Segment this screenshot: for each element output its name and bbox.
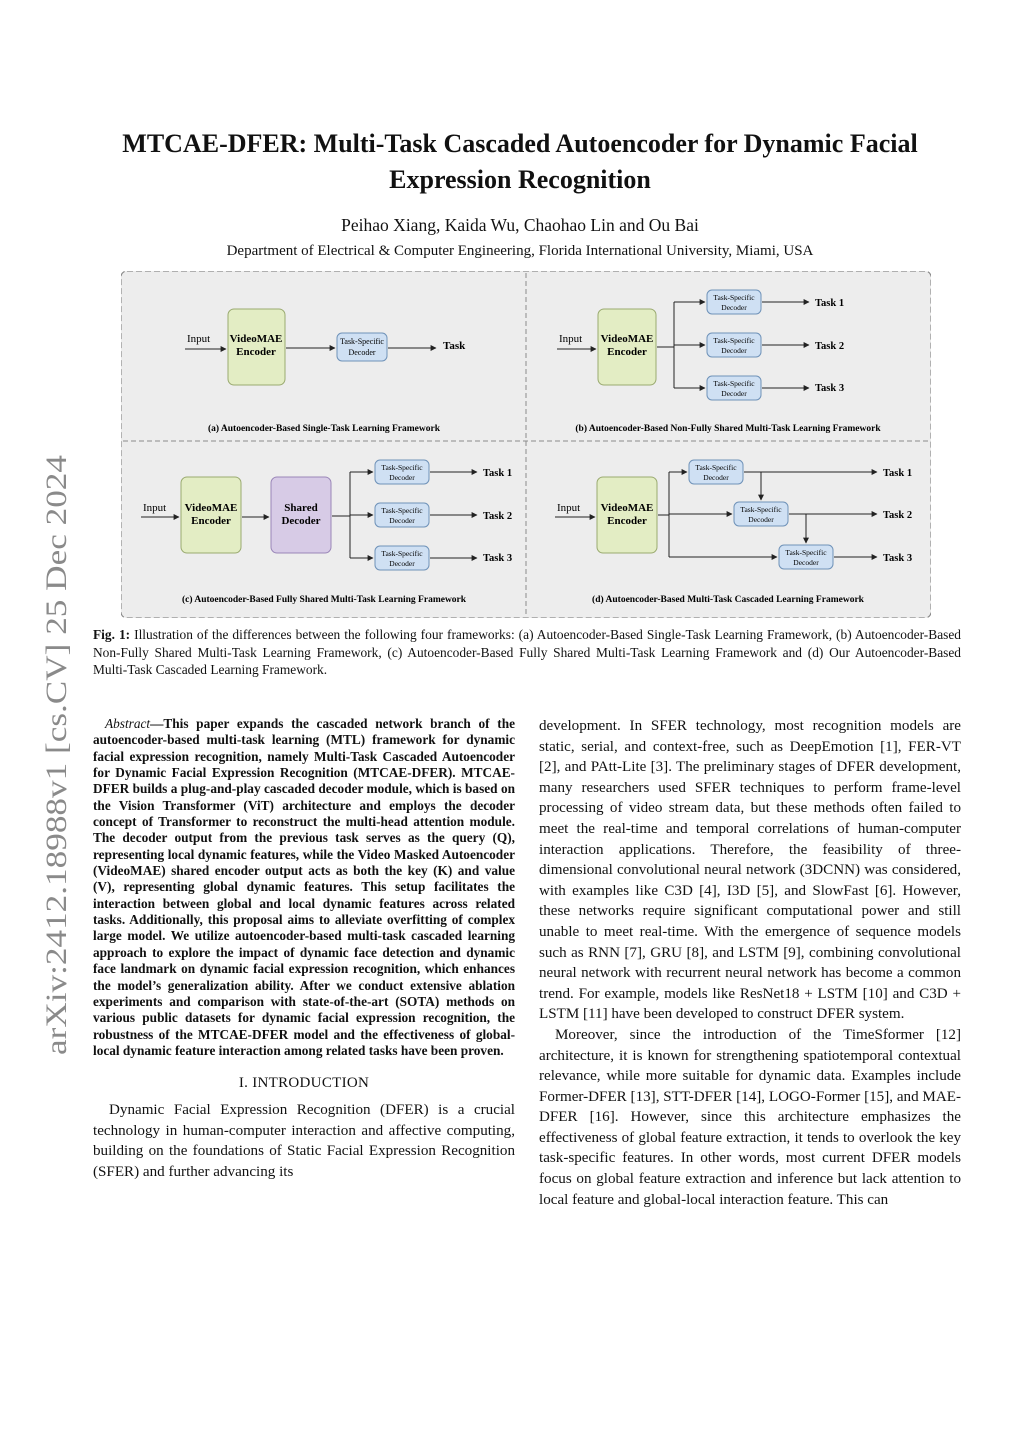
svg-text:Encoder: Encoder — [191, 515, 231, 527]
caption-text: Illustration of the differences between the following four frameworks: (a) Autoencoder-Based Single-Task Learning Framework, (b) Autoencoder-Based Non-Fully Shared Multi-Task Learning Framework, (c) Autoencoder-Based Fully Shared Multi-Task Learning Framework and (d) Our Autoencoder-Based Multi-Task Cascaded Learning Framework. — [93, 627, 961, 677]
svg-text:Decoder: Decoder — [348, 348, 376, 357]
svg-text:Task-Specific: Task-Specific — [713, 336, 755, 345]
svg-text:Decoder: Decoder — [389, 516, 415, 525]
svg-text:Decoder: Decoder — [721, 389, 747, 398]
paper-authors: Peihao Xiang, Kaida Wu, Chaohao Lin and Ou Bai — [341, 215, 699, 235]
task-label: Task — [443, 340, 466, 352]
svg-text:Decoder: Decoder — [389, 473, 415, 482]
arxiv-identifier-stamp — [28, 450, 78, 1060]
svg-text:Encoder: Encoder — [607, 515, 647, 527]
svg-text:Input: Input — [559, 333, 583, 345]
figure-1-frameworks — [121, 271, 931, 618]
svg-text:Task-Specific: Task-Specific — [695, 463, 737, 472]
panel-c-caption: (c) Autoencoder-Based Fully Shared Multi-Task Learning Framework — [181, 595, 467, 605]
svg-text:Shared: Shared — [284, 502, 318, 514]
svg-text:Task 1: Task 1 — [815, 298, 845, 309]
svg-text:VideoMAE: VideoMAE — [600, 333, 654, 345]
svg-text:Task 1: Task 1 — [483, 468, 513, 479]
left-column — [93, 716, 515, 1183]
svg-text:VideoMAE: VideoMAE — [600, 502, 654, 514]
svg-text:Decoder: Decoder — [281, 515, 321, 527]
abstract-dash: — — [150, 716, 164, 731]
right-column — [539, 716, 961, 1210]
caption-label: Fig. 1: — [93, 627, 131, 642]
svg-text:VideoMAE: VideoMAE — [184, 502, 238, 514]
svg-text:Decoder: Decoder — [748, 515, 774, 524]
section-heading-introduction: I. INTRODUCTION — [238, 1075, 370, 1092]
svg-text:Task-Specific: Task-Specific — [381, 506, 423, 515]
paper-title: MTCAE-DFER: Multi-Task Cascaded Autoencoder for Dynamic Facial Expression Recognition — [122, 129, 918, 194]
svg-text:Task 3: Task 3 — [883, 553, 913, 564]
svg-text:Task 1: Task 1 — [883, 468, 913, 479]
input-label: Input — [187, 333, 211, 345]
abstract — [93, 716, 515, 1059]
abstract-text: This paper expands the cascaded network branch of the autoencoder-based multi-task learning (MTL) framework for dynamic facial expression recognition, namely Multi-Task Cascaded Autoencoder for Dynamic Facial Expression Recognition (MTCAE-DFER). MTCAE-DFER builds a plug-and-play cascaded decoder module, which is based on the Vision Transformer (ViT) architecture and employs the decoder concept of Transformer to reconstruct the multi-head attention module. The decoder output from the previous task serves as the query (Q), representing local dynamic features, while the Video Masked Autoencoder (VideoMAE) shared encoder output acts as both the key (K) and value (V), representing global dynamic features. This setup facilitates the interaction between global and local dynamic features across related tasks. Additionally, this proposal aims to alleviate overfitting of complex large model. We utilize autoencoder-based multi-task cascaded learning approach to explore the impact of dynamic face detection and dynamic face landmark on dynamic facial expression recognition, which enhances the model’s generalization ability. After we conduct extensive ablation experiments and comparison with state-of-the-art (SOTA) methods on various public datasets for dynamic facial expression recognition, the robustness of the MTCAE-DFER model and the effectiveness of global-local dynamic feature interaction among related tasks have been proven. — [93, 716, 515, 1058]
svg-text:Decoder: Decoder — [793, 558, 819, 567]
svg-text:Task-Specific: Task-Specific — [340, 337, 384, 346]
svg-text:Encoder: Encoder — [236, 346, 276, 358]
svg-text:Task-Specific: Task-Specific — [740, 505, 782, 514]
svg-text:Task 2: Task 2 — [883, 510, 913, 521]
svg-text:Decoder: Decoder — [389, 559, 415, 568]
svg-text:Task-Specific: Task-Specific — [713, 379, 755, 388]
figure-1-caption — [93, 626, 961, 679]
intro-paragraph-2: Moreover, since the introduction of the TimeSformer [12] architecture, it is known for strengthening spatiotemporal contextual relevance, while more suitable for dynamic data. Examples include Former-DFER [13], STT-DFER [14], LOGO-Former [15], and MAE-DFER [16]. However, since this architecture emphasizes the effectiveness of global feature extraction, it tends to overlook the key task-specific features. In other words, most current DFER models focus on global feature extraction and inference but lack attention to local feature and global-local interaction feature. This can — [539, 1026, 961, 1208]
svg-text:Decoder: Decoder — [703, 473, 729, 482]
svg-text:Task 3: Task 3 — [815, 383, 845, 394]
svg-text:Task 3: Task 3 — [483, 553, 513, 564]
svg-text:Task 2: Task 2 — [815, 341, 845, 352]
intro-paragraph-1: Dynamic Facial Expression Recognition (DFER) is a crucial technology in human-computer interaction and affective computing, building on the foundations of Static Facial Expression Recognition (SFER) and further advancing its — [93, 1102, 515, 1180]
svg-text:Input: Input — [557, 502, 581, 514]
panel-a-caption: (a) Autoencoder-Based Single-Task Learning Framework — [207, 424, 441, 434]
svg-text:Decoder: Decoder — [721, 346, 747, 355]
arxiv-id-text: arXiv:2412.18988v1 [cs.CV] 25 Dec 2024 — [40, 543, 73, 1055]
svg-text:VideoMAE: VideoMAE — [229, 333, 283, 345]
svg-text:Task 2: Task 2 — [483, 511, 513, 522]
svg-text:Encoder: Encoder — [607, 346, 647, 358]
svg-text:Task-Specific: Task-Specific — [381, 549, 423, 558]
svg-text:Input: Input — [143, 502, 167, 514]
svg-text:Task-Specific: Task-Specific — [381, 463, 423, 472]
panel-d-caption: (d) Autoencoder-Based Multi-Task Cascaded Learning Framework — [592, 595, 864, 605]
svg-text:Task-Specific: Task-Specific — [785, 548, 827, 557]
abstract-label: Abstract — [105, 716, 151, 731]
intro-paragraph-1-continued: development. In SFER technology, most recognition models are static, serial, and context-free, such as DeepEmotion [1], FER-VT [2], and PAtt-Lite [3]. The preliminary stages of DFER development, many researchers used SFER techniques to perform frame-level processing of video stream data, but these methods often failed to meet the real-time and temporal correlations of human-computer interaction applications. Therefore, the feasibility of three-dimensional convolutional neural network (3DCNN) was considered, with examples like C3D [4], I3D [5], and SlowFast [6]. However, these networks require significant computational power and still unable to meet real-time. With the emergence of sequence models such as RNN [7], GRU [8], and LSTM [9], combining convolutional neural network with recurrent neural network has become a common trend. For example, models like ResNet18 + LSTM [10] and C3D + LSTM [11] have been developed to construct DFER system. — [539, 718, 961, 1023]
panel-b-caption: (b) Autoencoder-Based Non-Fully Shared Multi-Task Learning Framework — [575, 424, 881, 434]
svg-text:Task-Specific: Task-Specific — [713, 293, 755, 302]
paper-affiliation: Department of Electrical & Computer Engineering, Florida International University, Miami, USA — [226, 243, 814, 259]
svg-text:Decoder: Decoder — [721, 303, 747, 312]
